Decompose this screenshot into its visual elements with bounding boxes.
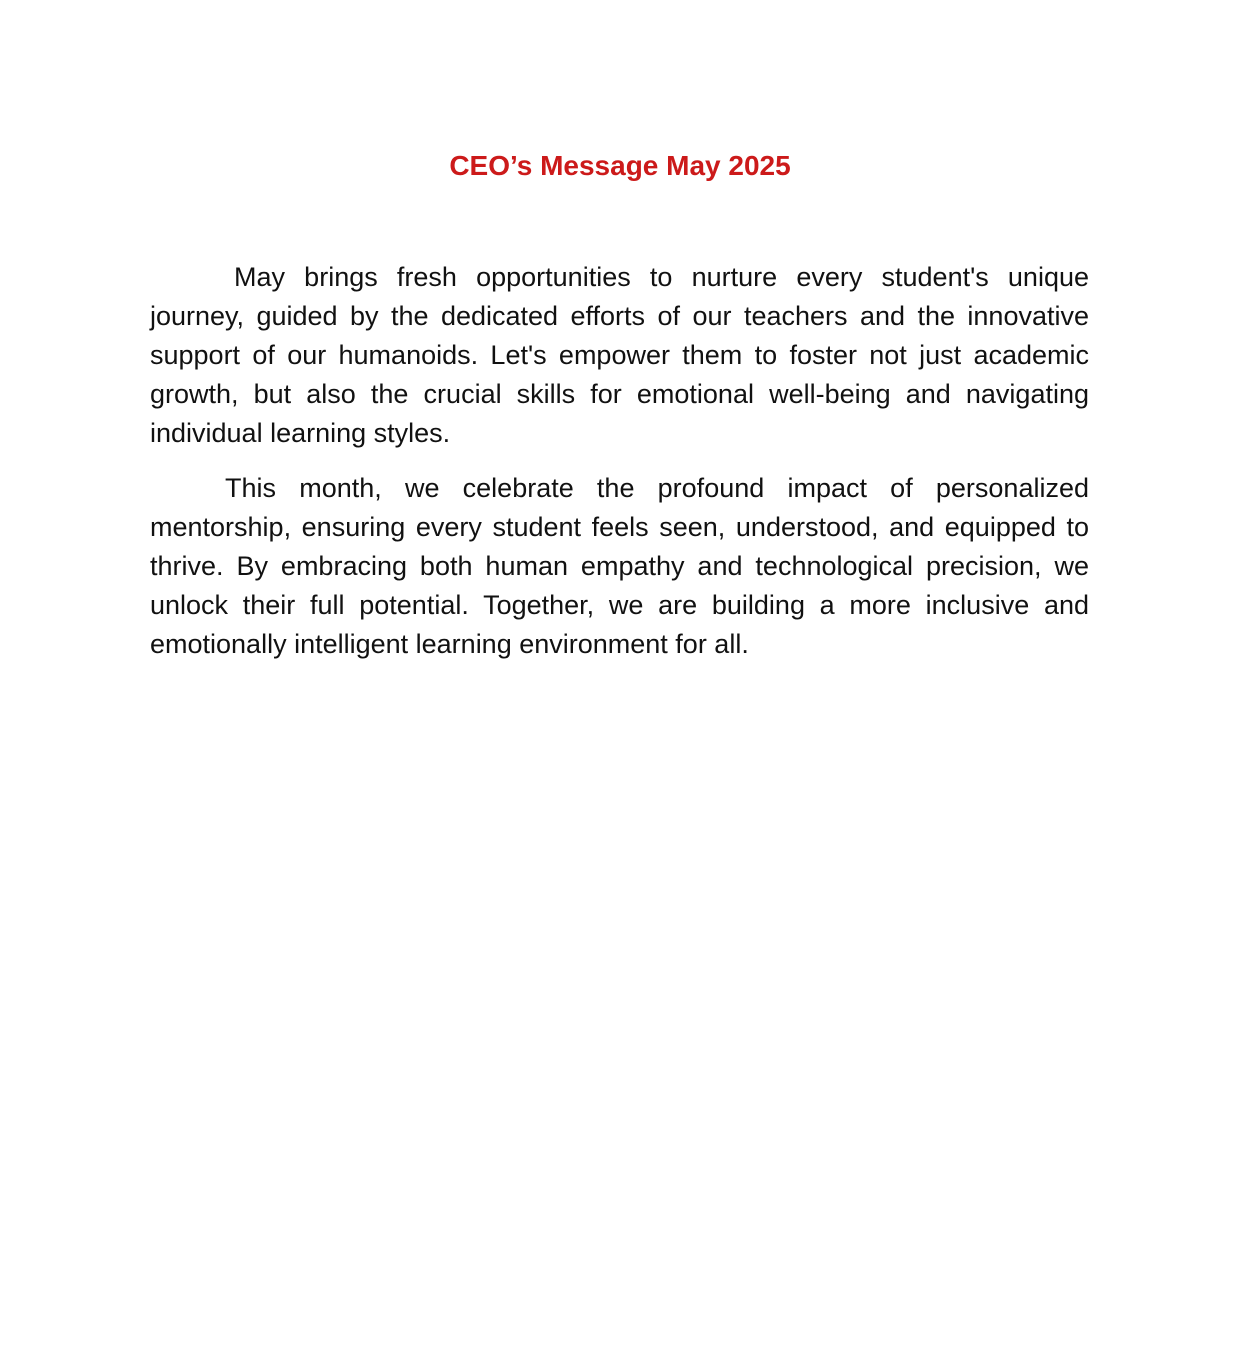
message-body bbox=[150, 258, 1089, 664]
paragraph-2: This month, we celebrate the profound impact of personalized mentorship, ensuring every student feels seen, understood, and equipped to thrive. By embracing both human empathy and technological precision, we unlock their full potential. Together, we are building a more inclusive and emotionally intelligent learning environment for all. bbox=[150, 473, 1089, 659]
page-title: CEO’s Message May 2025 bbox=[449, 150, 791, 181]
paragraph-1: May brings fresh opportunities to nurture every student's unique journey, guided by the dedicated efforts of our teachers and the innovative support of our humanoids. Let's empower them to foster not just academic growth, but also the crucial skills for emotional well-being and navigating individual learning styles. bbox=[150, 262, 1089, 448]
